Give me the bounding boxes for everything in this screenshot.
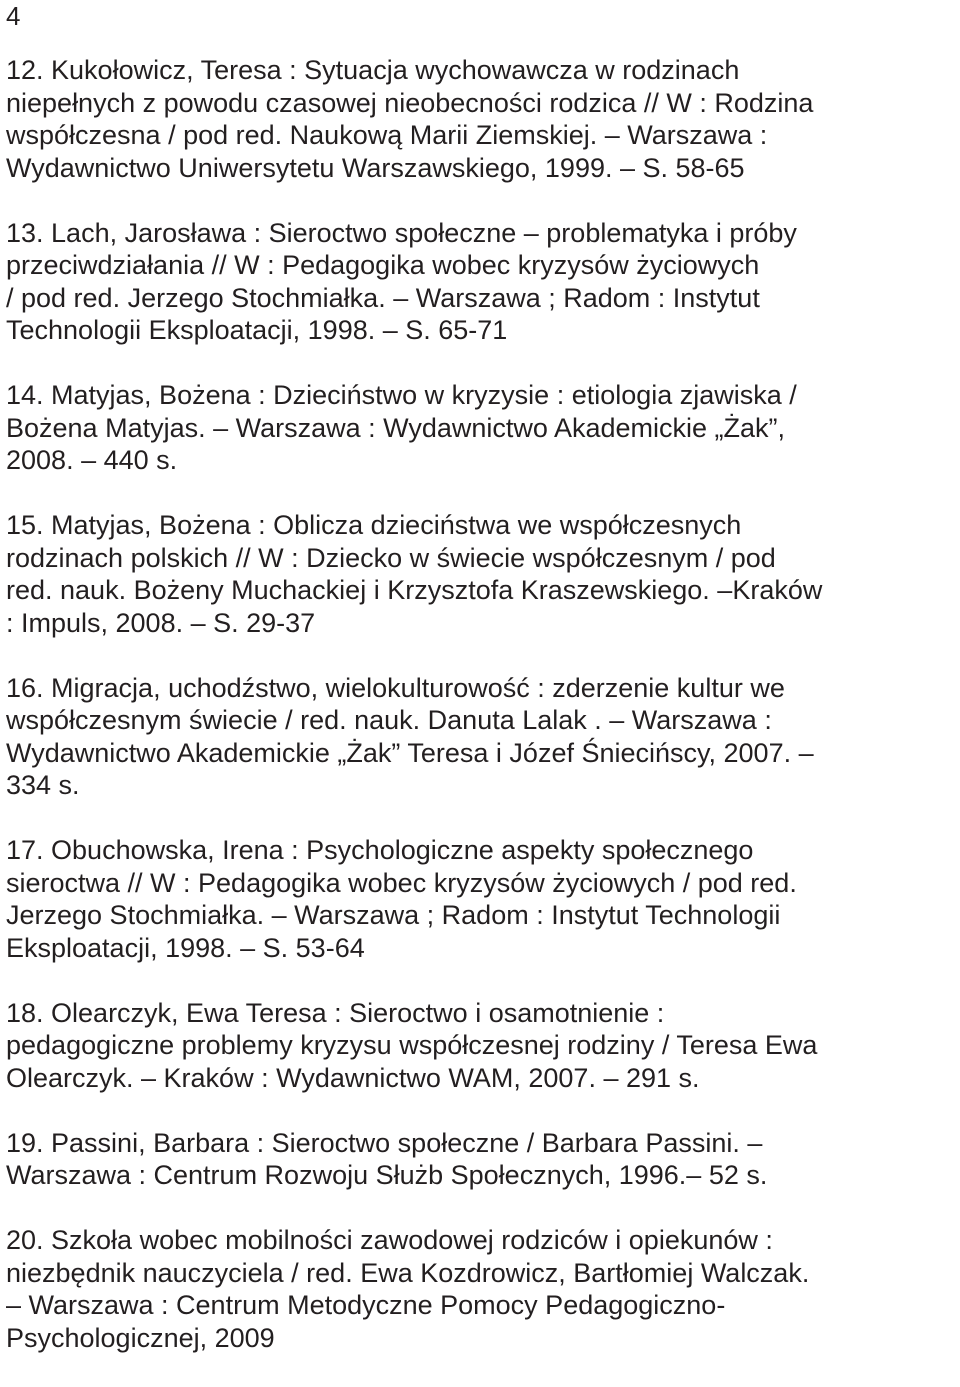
entry-line: – Warszawa : Centrum Metodyczne Pomocy Pedagogiczno-: [6, 1290, 726, 1320]
entry-line: pedagogiczne problemy kryzysu współczesnej rodziny / Teresa Ewa: [6, 1030, 818, 1060]
bibliography-entry: [6, 54, 954, 184]
bibliography-list: [6, 54, 954, 1387]
entry-line: red. nauk. Bożeny Muchackiej i Krzysztofa Kraszewskiego. –Kraków: [6, 575, 823, 605]
entry-line: współczesnym świecie / red. nauk. Danuta Lalak . – Warszawa :: [6, 705, 772, 735]
entry-line: Jerzego Stochmiałka. – Warszawa ; Radom : Instytut Technologii: [6, 900, 781, 930]
entry-line: / pod red. Jerzego Stochmiałka. – Warszawa ; Radom : Instytut: [6, 282, 760, 313]
entry-line: 19. Passini, Barbara : Sieroctwo społeczne / Barbara Passini. –: [6, 1127, 763, 1158]
entry-line: Wydawnictwo Akademickie „Żak” Teresa i Józef Śniecińscy, 2007. –: [6, 737, 814, 768]
entry-line: Wydawnictwo Uniwersytetu Warszawskiego, 1999. – S. 58-65: [6, 152, 745, 183]
entry-line: 334 s.: [6, 770, 80, 800]
entry-line: sieroctwa // W : Pedagogika wobec kryzysów życiowych / pod red.: [6, 867, 797, 898]
entry-line: 20. Szkoła wobec mobilności zawodowej rodziców i opiekunów :: [6, 1225, 773, 1255]
entry-line: 14. Matyjas, Bożena : Dzieciństwo w kryzysie : etiologia zjawiska /: [6, 380, 797, 410]
page-number: 4: [6, 1, 21, 31]
entry-line: Eksploatacji, 1998. – S. 53-64: [6, 932, 365, 963]
entry-line: 12. Kukołowicz, Teresa : Sytuacja wychowawcza w rodzinach: [6, 55, 740, 85]
bibliography-entry: [6, 1224, 954, 1354]
entry-line: 13. Lach, Jarosława : Sieroctwo społeczne – problematyka i próby: [6, 217, 797, 248]
bibliography-entry: [6, 379, 954, 477]
entry-line: niezbędnik nauczyciela / red. Ewa Kozdrowicz, Bartłomiej Walczak.: [6, 1257, 810, 1288]
entry-line: współczesna / pod red. Naukową Marii Ziemskiej. – Warszawa :: [6, 120, 768, 150]
entry-line: 15. Matyjas, Bożena : Oblicza dzieciństwa we współczesnych: [6, 510, 742, 540]
bibliography-entry: [6, 997, 954, 1095]
entry-line: 18. Olearczyk, Ewa Teresa : Sieroctwo i osamotnienie :: [6, 997, 665, 1028]
entry-line: rodzinach polskich // W : Dziecko w świecie współczesnym / pod: [6, 542, 776, 573]
entry-line: : Impuls, 2008. – S. 29-37: [6, 607, 316, 638]
entry-line: Bożena Matyjas. – Warszawa : Wydawnictwo Akademickie „Żak”,: [6, 412, 786, 443]
entry-line: 17. Obuchowska, Irena : Psychologiczne aspekty społecznego: [6, 835, 754, 865]
entry-line: niepełnych z powodu czasowej nieobecności rodzica // W : Rodzina: [6, 87, 814, 118]
bibliography-entry: [6, 834, 954, 964]
entry-line: 16. Migracja, uchodźstwo, wielokulturowość : zderzenie kultur we: [6, 672, 785, 703]
entry-line: Olearczyk. – Kraków : Wydawnictwo WAM, 2007. – 291 s.: [6, 1062, 700, 1093]
entry-line: 2008. – 440 s.: [6, 445, 178, 475]
bibliography-entry: [6, 217, 954, 347]
entry-line: Psychologicznej, 2009: [6, 1322, 275, 1353]
bibliography-entry: [6, 509, 954, 639]
bibliography-entry: [6, 672, 954, 802]
entry-line: Warszawa : Centrum Rozwoju Służb Społecznych, 1996.– 52 s.: [6, 1160, 768, 1190]
entry-line: Technologii Eksploatacji, 1998. – S. 65-71: [6, 315, 508, 345]
entry-line: przeciwdziałania // W : Pedagogika wobec kryzysów życiowych: [6, 250, 760, 280]
bibliography-entry: [6, 1127, 954, 1192]
